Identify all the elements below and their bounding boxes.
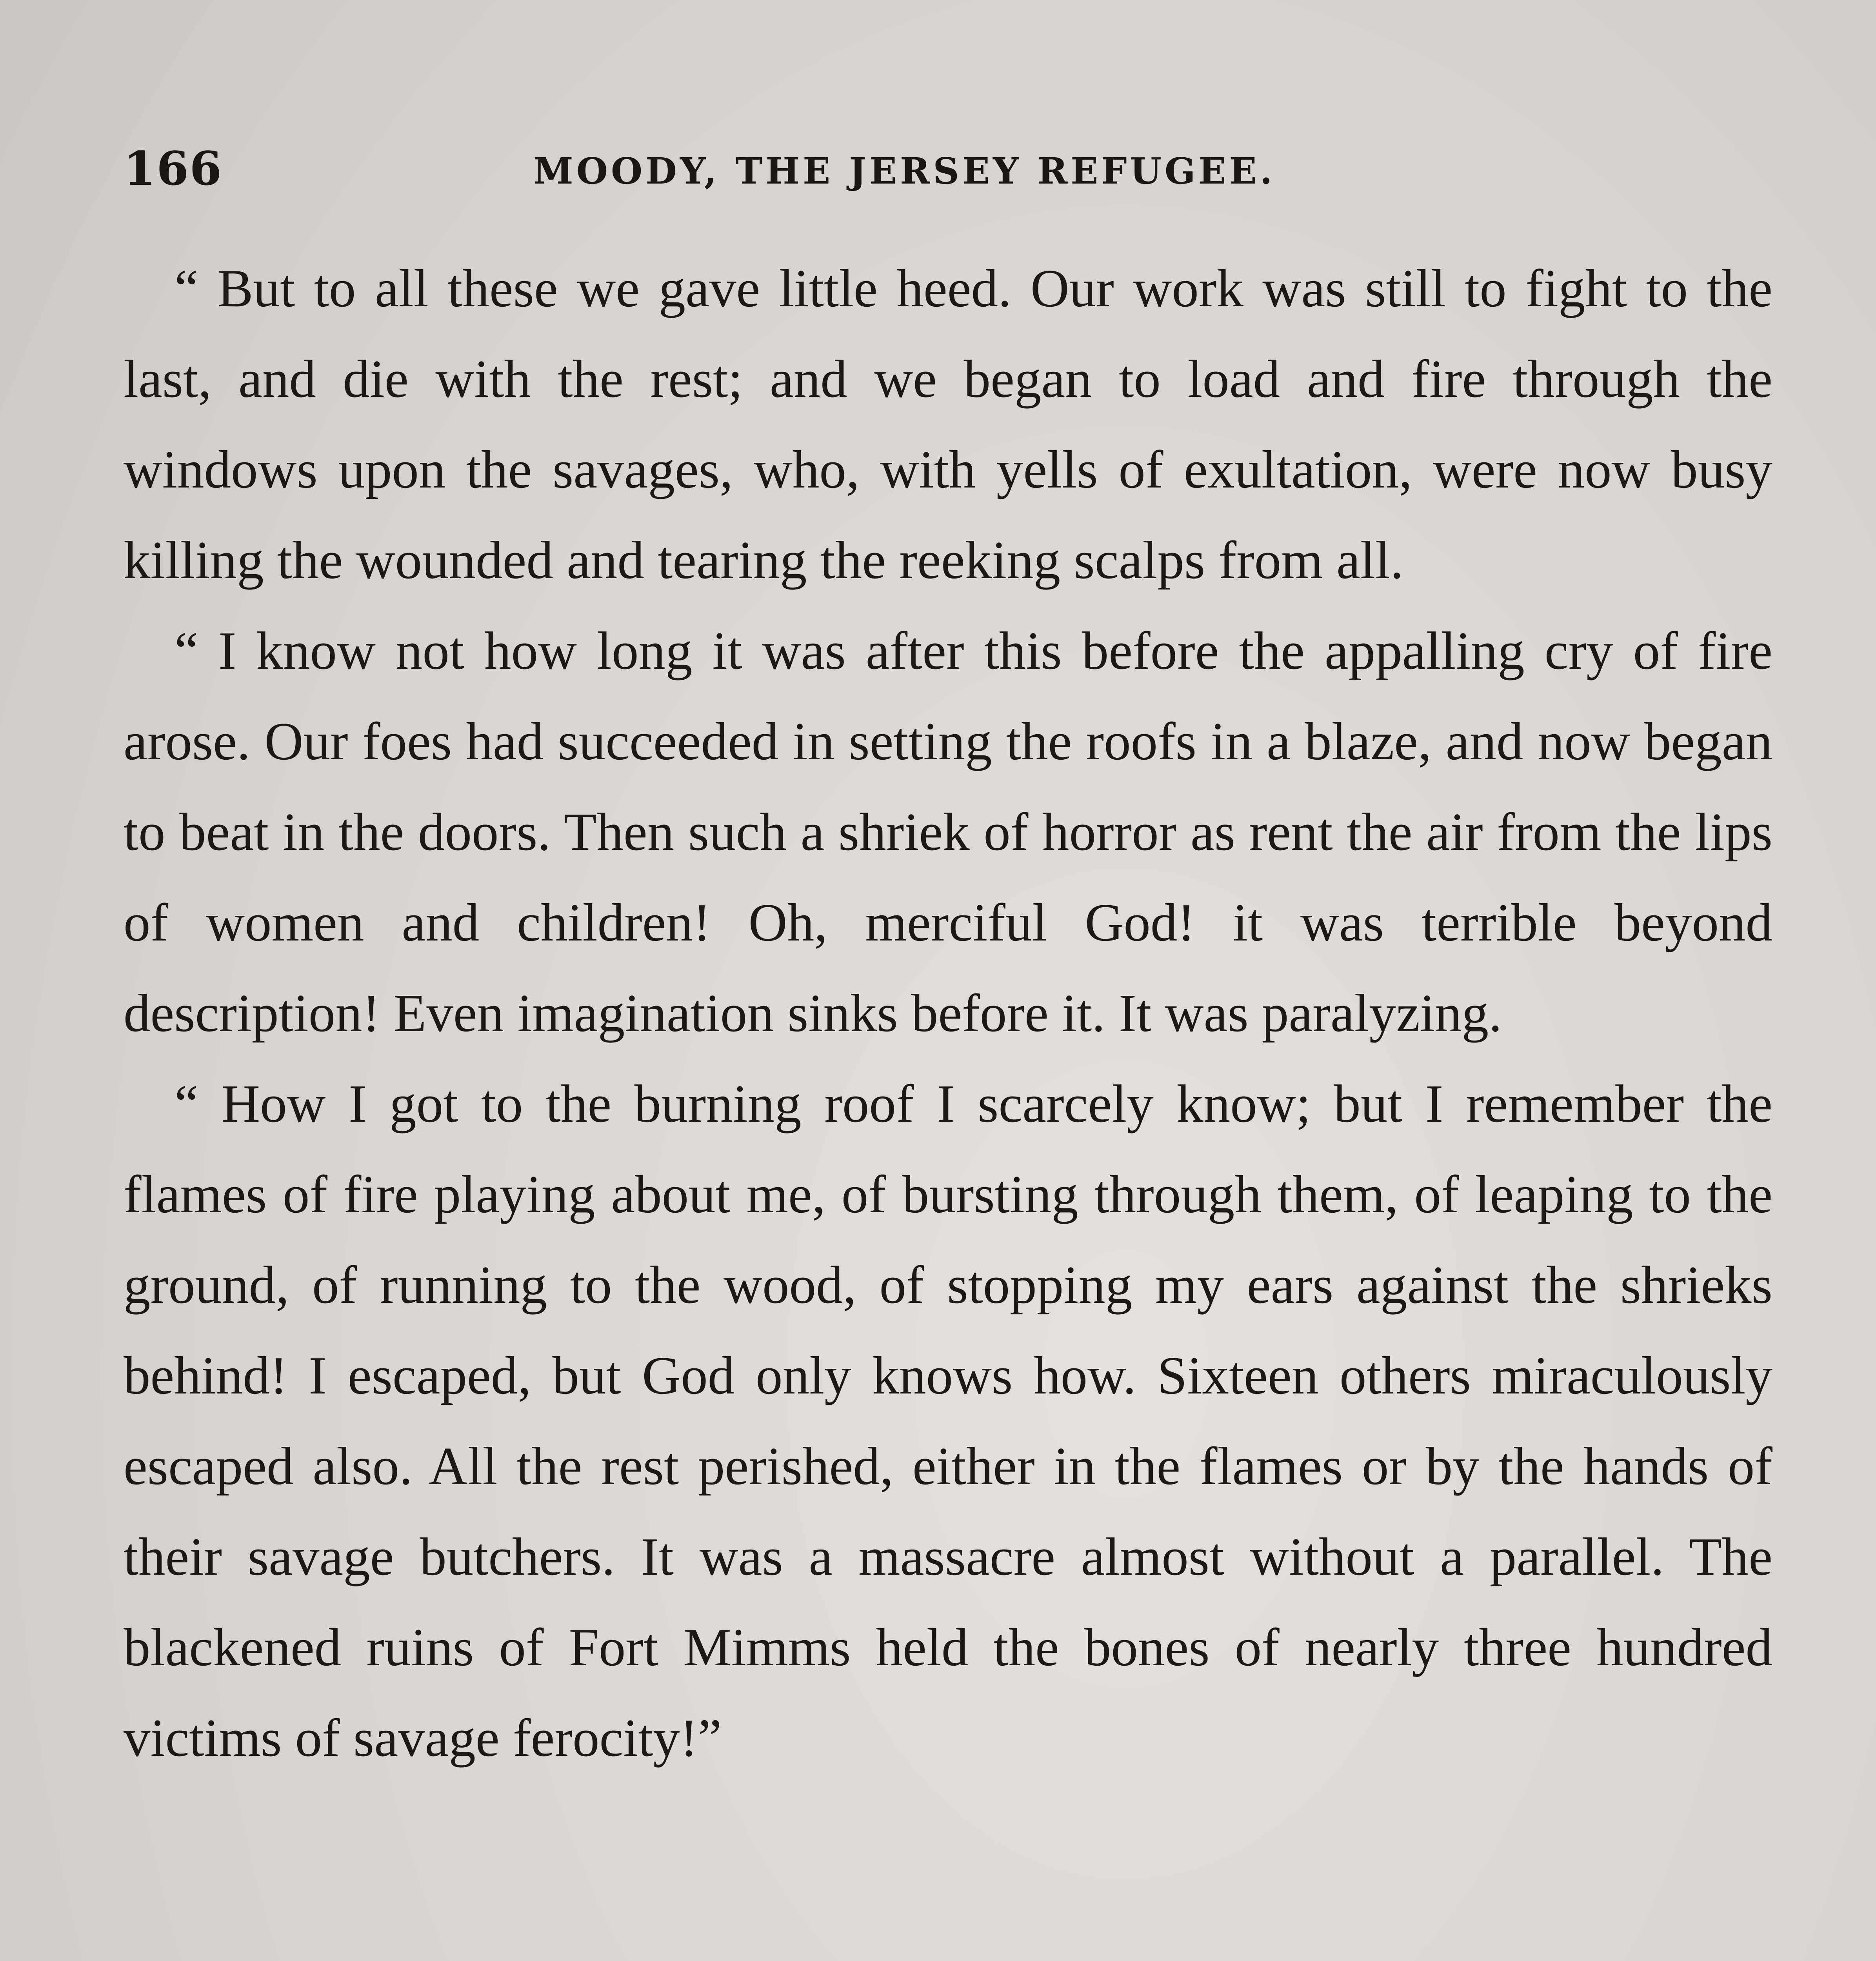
running-head [124, 141, 1771, 196]
paragraph: “ But to all these we gave little heed. Our work was still to fight to the last, and die with the rest; and we began to load and fire through the windows upon the savages, who, with yells of exultation, were now busy killing the wounded and tearing the reeking scalps from all. [124, 258, 1772, 590]
page-number: 166 [124, 141, 223, 196]
running-title: MOODY, THE JERSEY REFUGEE. [533, 150, 1276, 192]
continued-text-block [124, 243, 1772, 1783]
paragraph: “ I know not how long it was after this before the appalling cry of fire arose. Our foes had succeeded in setting the roofs in a blaze, and now began to beat in the doors. Then such a shriek of horror as rent the air from the lips of women and children! Oh, merciful God! it was terrible beyond description! Even imagination sinks before it. It was paralyzing. [124, 621, 1772, 1043]
paragraph: “ How I got to the burning roof I scarcely know; but I remember the flames of fire playing about me, of bursting through them, of leaping to the ground, of running to the wood, of stopping my ears against the shrieks behind! I escaped, but God only knows how. Sixteen others miraculously escaped also. All the rest perished, either in the flames or by the hands of their savage butchers. It was a massacre almost without a parallel. The blackened ruins of Fort Mimms held the bones of nearly three hundred victims of savage ferocity!” [124, 1074, 1772, 1768]
